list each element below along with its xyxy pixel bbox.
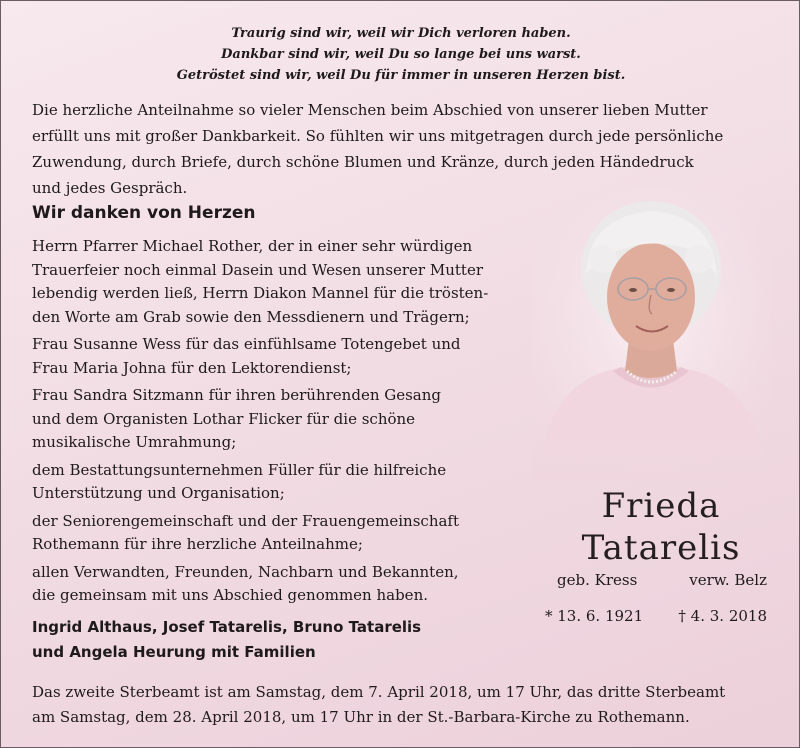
thanks-line: der Seniorengemeinschaft und der Frauengemeinschaft bbox=[32, 511, 460, 530]
thanks-line: Frau Sandra Sitzmann für ihren berührenden Gesang bbox=[32, 386, 442, 404]
thanks-item bbox=[32, 459, 532, 506]
life-dates bbox=[545, 607, 767, 625]
thanks-line: dem Bestattungsunternehmen Füller für die hilfreiche bbox=[32, 460, 447, 479]
intro-line: und jedes Gespräch. bbox=[32, 179, 188, 197]
intro-line: erfüllt uns mit großer Dankbarkeit. So fühlten wir uns mitgetragen durch jede persönliche bbox=[32, 127, 724, 145]
motto-line: Getröstet sind wir, weil Du für immer in unseren Herzen bist. bbox=[176, 68, 626, 83]
motto-line: Traurig sind wir, weil wir Dich verloren haben. bbox=[231, 26, 571, 41]
thanks-line: Herrn Pfarrer Michael Rother, der in einer sehr würdigen bbox=[32, 237, 473, 255]
thanks-line: Unterstützung und Organisation; bbox=[32, 484, 285, 502]
thanks-item bbox=[32, 235, 532, 329]
service-line: am Samstag, dem 28. April 2018, um 17 Uhr in der St.-Barbara-Kirche zu Rothemann. bbox=[32, 708, 690, 726]
motto bbox=[1, 23, 800, 86]
signers-line: und Angela Heurung mit Familien bbox=[32, 643, 316, 661]
thanks-line: lebendig werden ließ, Herrn Diakon Mannel für die trösten- bbox=[32, 284, 489, 302]
thanks-line: Frau Maria Johna für den Lektorendienst; bbox=[32, 358, 352, 377]
widowed-name: verw. Belz bbox=[689, 571, 767, 589]
intro-line: Die herzliche Anteilnahme so vieler Menschen beim Abschied von unserer lieben Mutter bbox=[32, 101, 708, 119]
intro-line: Zuwendung, durch Briefe, durch schöne Blumen und Kränze, durch jeden Händedruck bbox=[32, 153, 694, 171]
birth-date: * 13. 6. 1921 bbox=[545, 607, 644, 625]
thanks-line: musikalische Umrahmung; bbox=[32, 433, 237, 451]
thanks-item bbox=[32, 510, 532, 557]
thanks-line: allen Verwandten, Freunden, Nachbarn und Bekannten, bbox=[32, 562, 459, 581]
thanks-heading: Wir danken von Herzen bbox=[32, 203, 256, 223]
thanks-line: den Worte am Grab sowie den Messdienern und Trägern; bbox=[32, 307, 470, 326]
thanks-line: Frau Susanne Wess für das einfühlsame Totengebet und bbox=[32, 335, 461, 353]
deceased-name bbox=[541, 485, 781, 569]
signers bbox=[32, 615, 421, 665]
first-name: Frieda bbox=[601, 486, 721, 526]
service-line: Das zweite Sterbeamt ist am Samstag, dem 7. April 2018, um 17 Uhr, das dritte Sterbeamt bbox=[32, 683, 726, 701]
thanks-line: Rothemann für ihre herzliche Anteilnahme; bbox=[32, 535, 363, 553]
birth-name: geb. Kress bbox=[557, 571, 638, 589]
thanks-item bbox=[32, 384, 532, 455]
thanks-line: Trauerfeier noch einmal Dasein und Wesen unserer Mutter bbox=[32, 260, 483, 279]
last-name: Tatarelis bbox=[581, 528, 741, 568]
thanks-line: die gemeinsam mit uns Abschied genommen haben. bbox=[32, 586, 428, 604]
intro-paragraph bbox=[32, 97, 780, 201]
portrait-photo bbox=[531, 189, 771, 479]
thanks-line: und dem Organisten Lothar Flicker für die schöne bbox=[32, 409, 416, 428]
thanks-item bbox=[32, 333, 532, 380]
service-announcement bbox=[32, 680, 780, 730]
motto-line: Dankbar sind wir, weil Du so lange bei uns warst. bbox=[221, 47, 581, 62]
maiden-and-widowed-names bbox=[557, 571, 767, 589]
signers-line: Ingrid Althaus, Josef Tatarelis, Bruno Tatarelis bbox=[32, 618, 422, 636]
thanks-item bbox=[32, 561, 532, 608]
thanks-list bbox=[32, 235, 532, 612]
death-date: † 4. 3. 2018 bbox=[678, 607, 767, 625]
